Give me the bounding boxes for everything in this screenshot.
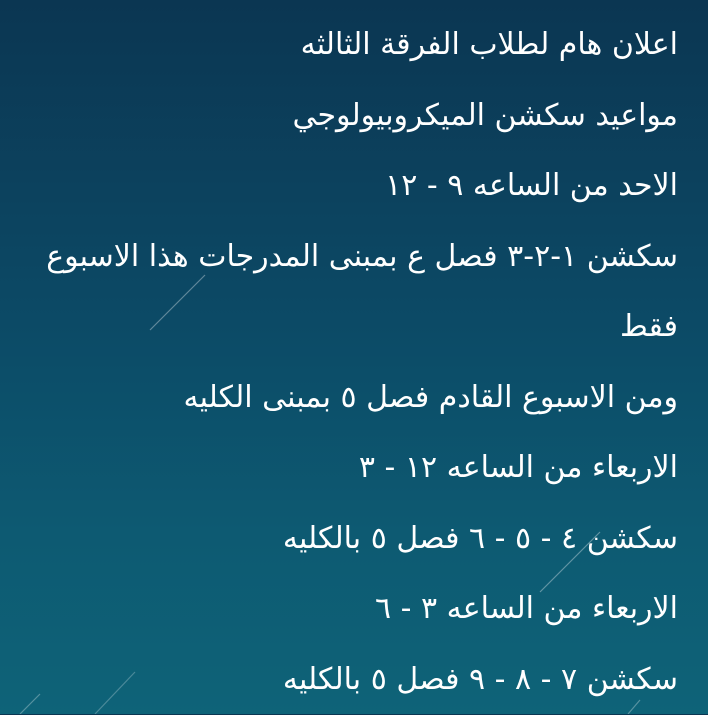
announcement-line: ومن الاسبوع القادم فصل ٥ بمبنى الكليه: [0, 363, 678, 434]
announcement-line: سكشن ١-٢-٣ فصل ع بمبنى المدرجات هذا الاسبوع: [0, 222, 678, 293]
announcement-text: [0, 10, 678, 715]
announcement-title: اعلان هام لطلاب الفرقة الثالثه: [0, 10, 678, 81]
announcement-line: الاربعاء من الساعه ٣ - ٦: [0, 574, 678, 645]
announcement-line: الاحد من الساعه ٩ - ١٢: [0, 151, 678, 222]
announcement-line: الاربعاء من الساعه ١٢ - ٣: [0, 433, 678, 504]
announcement-line: مواعيد سكشن الميكروبيولوجي: [0, 81, 678, 152]
announcement-line: سكشن ٤ - ٥ - ٦ فصل ٥ بالكليه: [0, 504, 678, 575]
announcement-line: فقط: [0, 292, 678, 363]
announcement-line: سكشن ٧ - ٨ - ٩ فصل ٥ بالكليه: [0, 645, 678, 715]
